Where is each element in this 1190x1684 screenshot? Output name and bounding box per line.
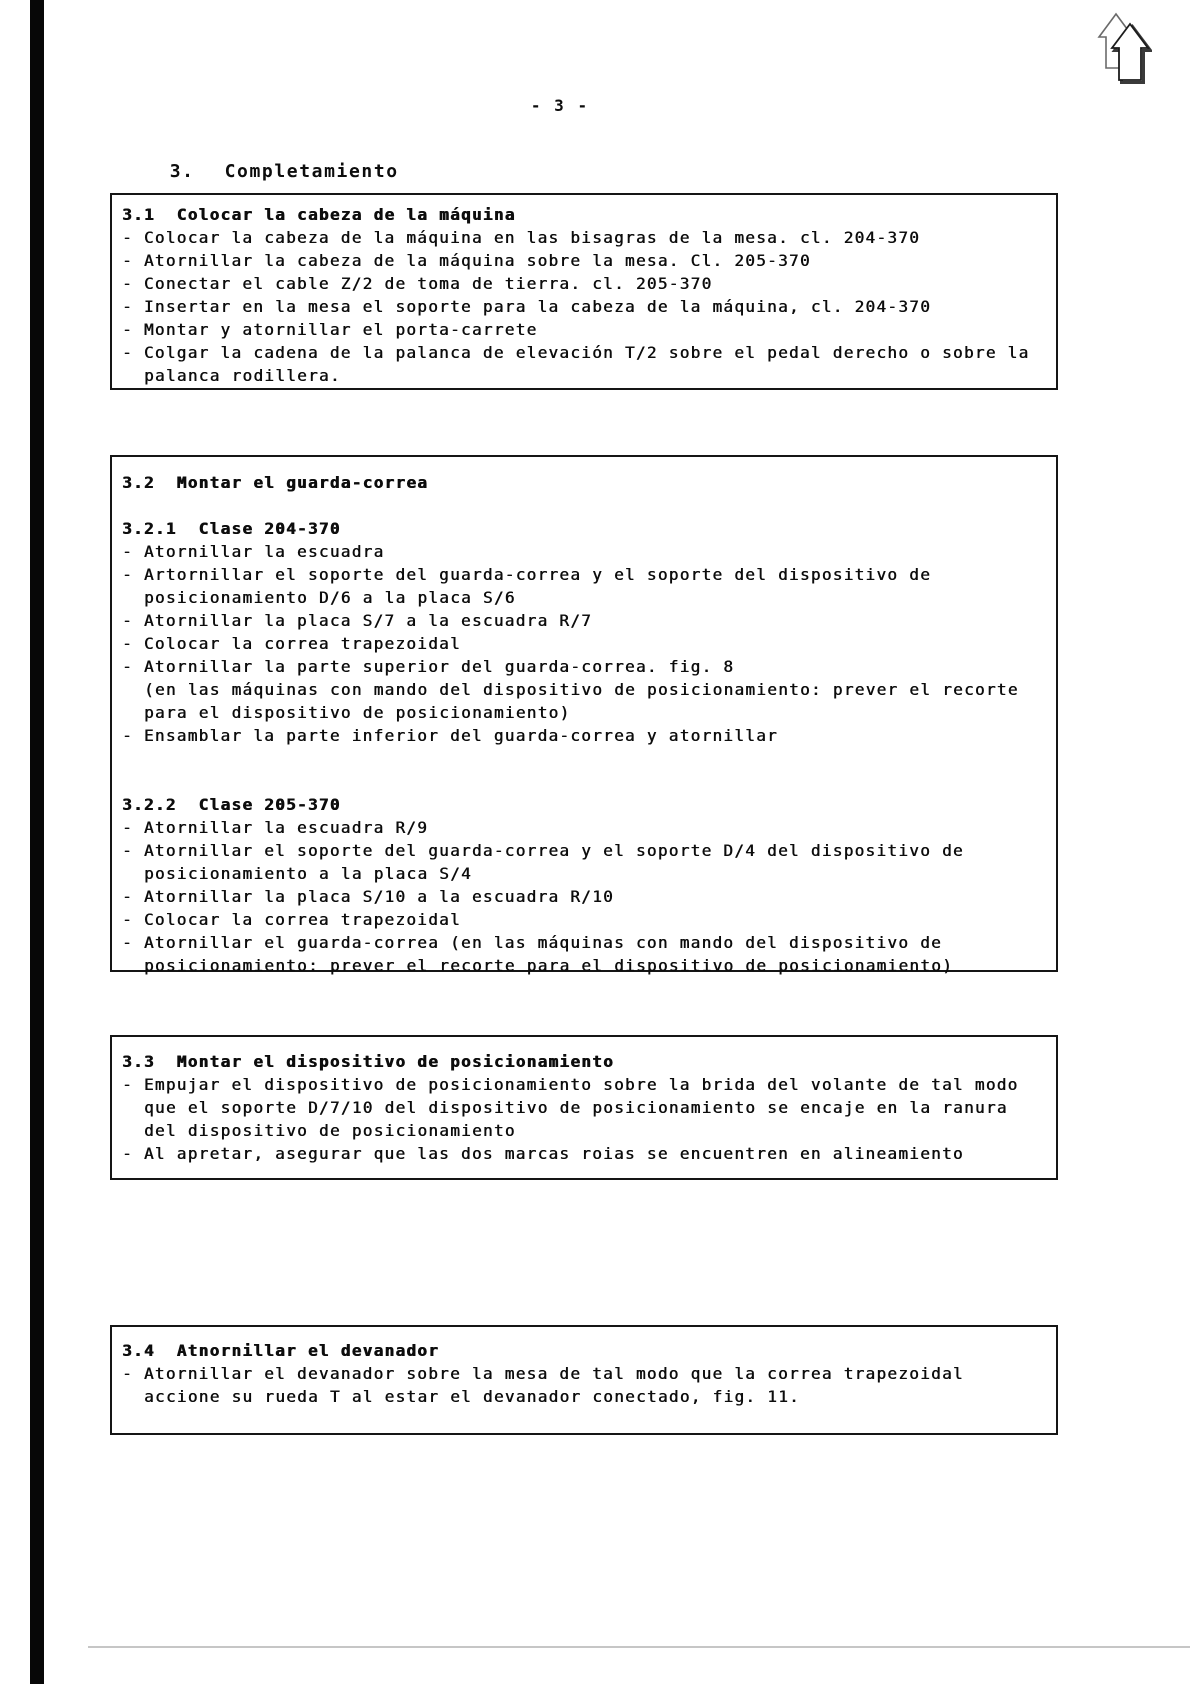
text-line: - Atornillar el soporte del guarda-correa y el soporte D/4 del dispositivo de: [122, 841, 964, 860]
text-line: - Atornillar el guarda-correa (en las máquinas con mando del dispositivo de: [122, 933, 942, 952]
double-up-arrow-icon: [1086, 10, 1152, 92]
text-line: - Conectar el cable Z/2 de toma de tierra. cl. 205-370: [122, 274, 713, 293]
blank-line: [122, 770, 1050, 793]
text-line: - Colocar la correa trapezoidal: [122, 634, 461, 653]
blank-line: [122, 747, 1050, 770]
text-line: posicionamiento D/6 a la placa S/6: [144, 588, 516, 607]
text-line: posicionamiento a la placa S/4: [144, 864, 472, 883]
text-line: - Atornillar la cabeza de la máquina sobre la mesa. Cl. 205-370: [122, 251, 811, 270]
text-line: - Atornillar la escuadra: [122, 542, 385, 561]
section-subtitle: 3.2.1 Clase 204-370: [122, 519, 341, 538]
text-line: - Atornillar la placa S/7 a la escuadra R/7: [122, 611, 593, 630]
text-line: - Colocar la correa trapezoidal: [122, 910, 461, 929]
section-box-3-2: [110, 455, 1058, 975]
section-title: 3.1 Colocar la cabeza de la máquina: [122, 205, 516, 224]
heading-number: 3.: [169, 161, 195, 182]
text-line: - Atornillar el devanador sobre la mesa de tal modo que la correa trapezoidal: [122, 1364, 964, 1383]
scan-edge-artifact: [30, 0, 44, 1684]
text-line: - Colocar la cabeza de la máquina en las bisagras de la mesa. cl. 204-370: [122, 228, 921, 247]
text-line: del dispositivo de posicionamiento: [144, 1121, 516, 1140]
blank-line: [122, 494, 1050, 517]
page-number: - 3 -: [530, 96, 590, 115]
section-box-3-3: [110, 1035, 1058, 1180]
text-line: - Atornillar la escuadra R/9: [122, 818, 429, 837]
text-line: - Empujar el dispositivo de posicionamiento sobre la brida del volante de tal modo: [122, 1075, 1019, 1094]
section-box-3-4: [110, 1325, 1058, 1435]
text-line: que el soporte D/7/10 del dispositivo de posicionamiento se encaje en la ranura: [144, 1098, 1008, 1117]
text-line: - Atornillar la parte superior del guarda-correa. fig. 8: [122, 657, 735, 676]
scan-bottom-artifact: [88, 1646, 1190, 1648]
section-title: 3.4 Atnornillar el devanador: [122, 1341, 440, 1360]
text-line: - Montar y atornillar el porta-carrete: [122, 320, 538, 339]
text-line: - Ensamblar la parte inferior del guarda-correa y atornillar: [122, 726, 778, 745]
heading-title: Completamiento: [224, 161, 399, 182]
text-line: posicionamiento: prever el recorte para el dispositivo de posicionamiento): [144, 956, 954, 975]
text-line: - Atornillar la placa S/10 a la escuadra R/10: [122, 887, 614, 906]
text-line: - Al apretar, asegurar que las dos marcas roias se encuentren en alineamiento: [122, 1144, 964, 1163]
text-line: - Colgar la cadena de la palanca de elevación T/2 sobre el pedal derecho o sobre la: [122, 343, 1030, 362]
section-subtitle: 3.2.2 Clase 205-370: [122, 795, 341, 814]
text-line: (en las máquinas con mando del dispositivo de posicionamiento: prever el recorte: [144, 680, 1019, 699]
section-title: 3.3 Montar el dispositivo de posicionamiento: [122, 1052, 614, 1071]
text-line: - Artornillar el soporte del guarda-correa y el soporte del dispositivo de: [122, 565, 932, 584]
text-line: para el dispositivo de posicionamiento): [144, 703, 571, 722]
text-line: accione su rueda T al estar el devanador conectado, fig. 11.: [144, 1387, 800, 1406]
section-title: 3.2 Montar el guarda-correa: [122, 473, 429, 492]
text-line: - Insertar en la mesa el soporte para la cabeza de la máquina, cl. 204-370: [122, 297, 932, 316]
section-box-3-1: [110, 193, 1058, 390]
text-line: palanca rodillera.: [144, 366, 341, 385]
